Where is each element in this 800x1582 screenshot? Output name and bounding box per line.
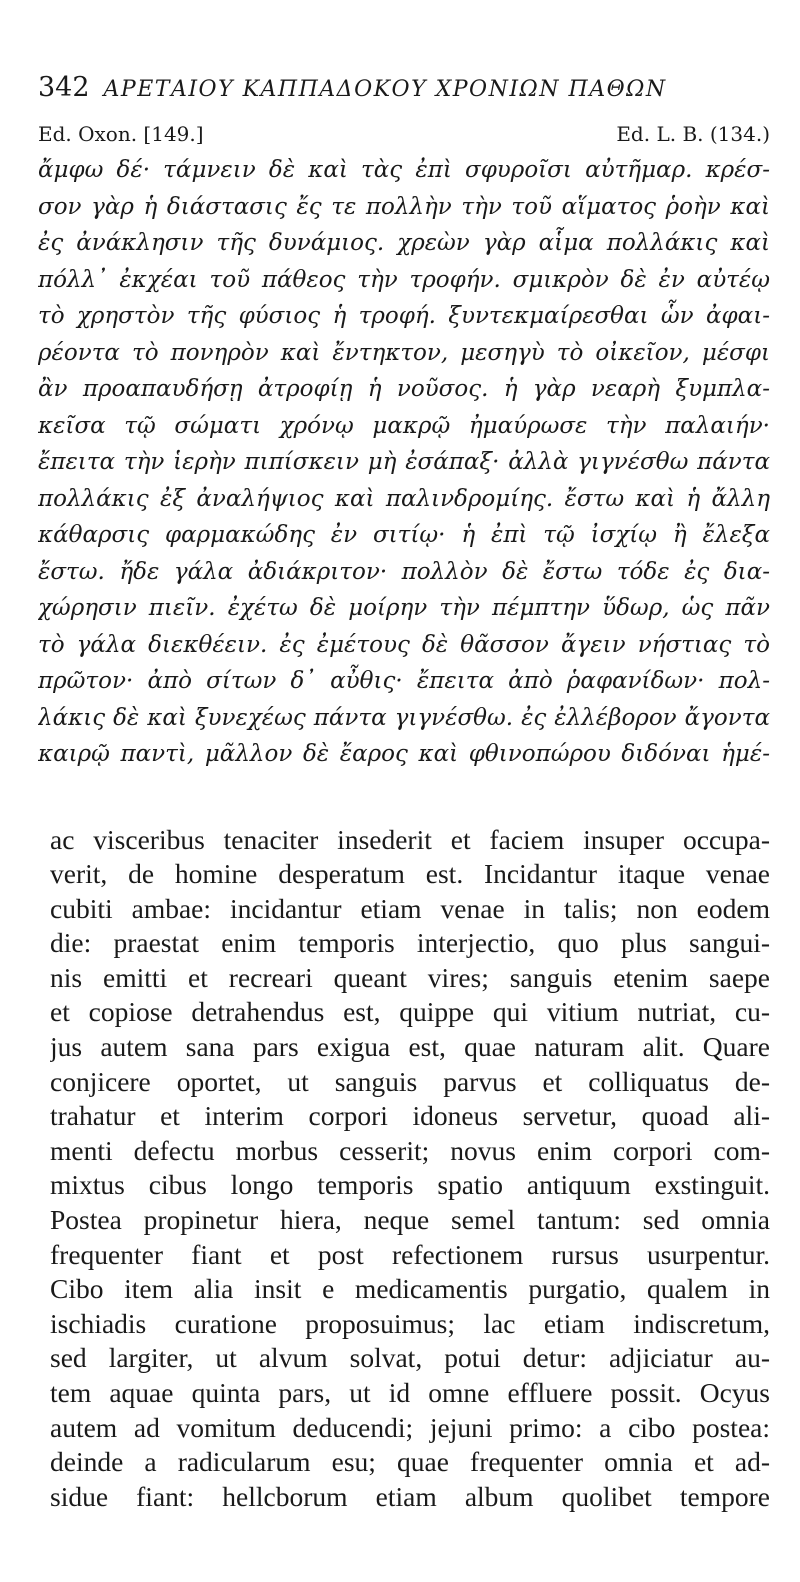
latin-text-line: die: praestat enim temporis interjectio, quo plus sangui- bbox=[50, 927, 770, 959]
latin-text-line: autem ad vomitum deducendi; jejuni primo: a cibo postea: bbox=[50, 1411, 770, 1443]
latin-text-line: sidue fiant: hellcborum etiam album quolibet tempore bbox=[50, 1480, 770, 1512]
greek-text-line: κεῖσα τῷ σώματι χρόνῳ μακρῷ ἠμαύρωσε τὴν παλαιήν· bbox=[38, 412, 770, 439]
greek-text-line: ἐς ἀνάκλησιν τῆς δυνάμιος. χρεὼν γὰρ αἷμα πολλάκις καὶ bbox=[38, 230, 770, 256]
running-title: ΑΡΕΤΑΙΟΥ ΚΑΠΠΑΔΟΚΟΥ ΧΡΟΝΙΩΝ ΠΑΘΩΝ bbox=[103, 77, 667, 102]
latin-text-line: conjicere oportet, ut sanguis parvus et colliquatus de- bbox=[50, 1065, 770, 1097]
greek-text-line: ἔπειτα τὴν ἱερὴν πιπίσκειν μὴ ἐσάπαξ· ἀλλὰ γιγνέσθω πάντα bbox=[38, 449, 770, 475]
greek-text-block bbox=[38, 152, 770, 773]
greek-text-line: τὸ γάλα διεκθέειν. ἐς ἐμέτους δὲ θᾶσσον ἄγειν νήστιας τὸ bbox=[38, 631, 770, 658]
greek-text-line: πολλάκις ἐξ ἀναλήψιος καὶ παλινδρομίης. ἔστω καὶ ἡ ἄλλη bbox=[38, 485, 770, 512]
page-number: 342 bbox=[38, 72, 90, 103]
greek-text-line: ἄμφω δέ· τάμνειν δὲ καὶ τὰς ἐπὶ σφυροῖσι αὐτῆμαρ. κρέσ- bbox=[38, 157, 770, 183]
greek-text-line: καιρῷ παντὶ, μᾶλλον δὲ ἔαρος καὶ φθινοπώρου διδόναι ἡμέ- bbox=[38, 741, 770, 767]
latin-text-line: tem aquae quinta pars, ut id omne effluere possit. Ocyus bbox=[50, 1377, 770, 1408]
greek-text-line: ρέοντα τὸ πονηρὸν καὶ ἔντηκτον, μεσηγὺ τὸ οἰκεῖον, μέσφι bbox=[38, 339, 770, 366]
latin-text-line: trahatur et interim corpori idoneus servetur, quoad ali- bbox=[50, 1100, 770, 1132]
latin-text-line: Cibo item alia insit e medicamentis purgatio, qualem in bbox=[50, 1273, 770, 1305]
latin-text-line: ac visceribus tenaciter insederit et faciem insuper occupa- bbox=[50, 823, 770, 855]
latin-text-line: mixtus cibus longo temporis spatio antiquum exstinguit. bbox=[50, 1169, 770, 1201]
latin-text-line: ischiadis curatione proposuimus; lac etiam indiscretum, bbox=[50, 1307, 770, 1339]
greek-text-line: σον γὰρ ἡ διάστασις ἔς τε πολλὴν τὴν τοῦ αἵματος ῥοὴν καὶ bbox=[38, 193, 770, 220]
latin-text-line: frequenter fiant et post refectionem rursus usurpentur. bbox=[50, 1238, 770, 1270]
edition-ref-oxford: Ed. Oxon. [149.] bbox=[38, 122, 204, 146]
greek-text-line: πόλλ᾽ ἐκχέαι τοῦ πάθεος τὴν τροφήν. σμικρὸν δὲ ἐν αὐτέῳ bbox=[38, 266, 770, 293]
greek-text-line: ἔστω. ἤδε γάλα ἀδιάκριτον· πολλὸν δὲ ἔστω τόδε ἐς δια- bbox=[38, 558, 770, 585]
latin-text-line: menti defectu morbus cesserit; novus enim corpori com- bbox=[50, 1134, 770, 1166]
edition-references bbox=[38, 116, 770, 152]
latin-text-line: et copiose detrahendus est, quippe qui vitium nutriat, cu- bbox=[50, 996, 770, 1028]
greek-text-line: χώρησιν πιεῖν. ἐχέτω δὲ μοίρην τὴν πέμπτην ὕδωρ, ὡς πᾶν bbox=[38, 595, 770, 621]
latin-text-line: Postea propinetur hiera, neque semel tantum: sed omnia bbox=[50, 1204, 770, 1236]
latin-text-line: sed largiter, ut alvum solvat, potui detur: adjiciatur au- bbox=[50, 1342, 770, 1374]
latin-translation-block bbox=[38, 823, 770, 1515]
latin-text-line: jus autem sana pars exigua est, quae naturam alit. Quare bbox=[50, 1031, 770, 1063]
latin-text-line: deinde a radicularum esu; quae frequenter omnia et ad- bbox=[50, 1446, 770, 1478]
running-head bbox=[38, 72, 770, 112]
latin-text-line: nis emitti et recreari queant vires; sanguis etenim saepe bbox=[50, 961, 770, 993]
greek-text-line: τὸ χρηστὸν τῆς φύσιος ἡ τροφή. ξυντεκμαίρεσθαι ὧν ἀφαι- bbox=[38, 303, 770, 329]
latin-text-line: verit, de homine desperatum est. Incidantur itaque venae bbox=[50, 858, 770, 890]
greek-text-line: ἂν προαπαυδήσῃ ἀτροφίῃ ἡ νοῦσος. ἡ γὰρ νεαρὴ ξυμπλα- bbox=[38, 376, 770, 402]
greek-text-line: πρῶτον· ἀπὸ σίτων δ᾽ αὖθις· ἔπειτα ἀπὸ ῥαφανίδων· πολ- bbox=[38, 668, 770, 694]
edition-ref-leiden: Ed. L. B. (134.) bbox=[616, 122, 770, 146]
greek-text-line: λάκις δὲ καὶ ξυνεχέως πάντα γιγνέσθω. ἐς ἐλλέβορον ἄγοντα bbox=[38, 704, 770, 731]
latin-text-line: cubiti ambae: incidantur etiam venae in talis; non eodem bbox=[50, 892, 770, 924]
greek-text-line: κάθαρσις φαρμακώδης ἐν σιτίῳ· ἡ ἐπὶ τῷ ἰσχίῳ ἢ ἔλεξα bbox=[38, 522, 770, 548]
